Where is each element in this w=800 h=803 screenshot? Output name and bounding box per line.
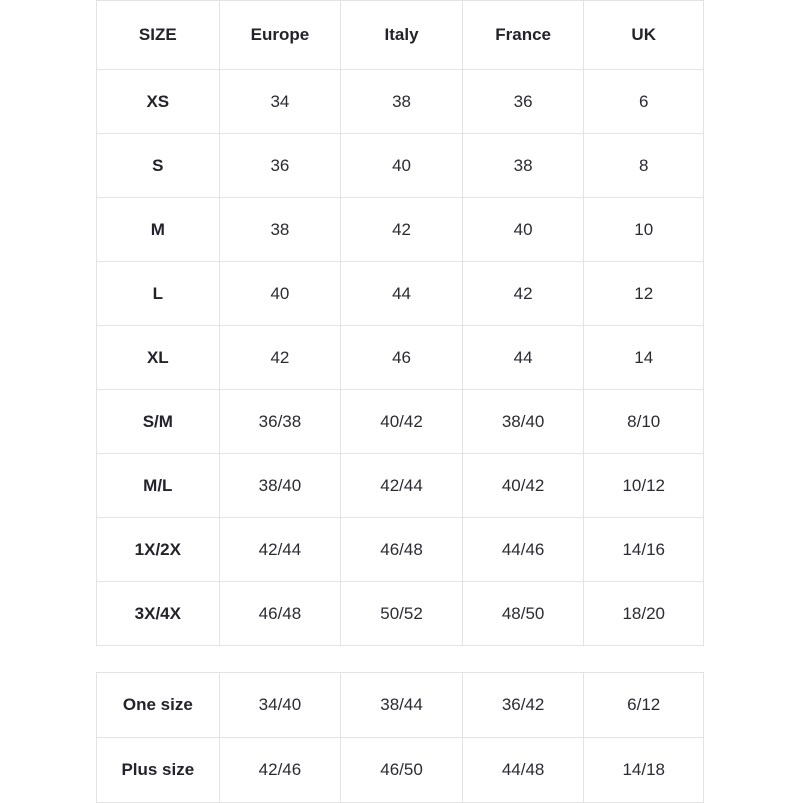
column-header-italy: Italy: [341, 1, 463, 70]
cell-italy: 38: [341, 70, 463, 134]
column-header-uk: UK: [584, 1, 704, 70]
cell-france: 44/48: [462, 738, 584, 803]
cell-france: 38: [462, 134, 584, 198]
table-row: [97, 326, 704, 390]
cell-france: 40: [462, 198, 584, 262]
cell-france: 38/40: [462, 390, 584, 454]
row-label: 3X/4X: [97, 582, 220, 646]
column-header-europe: Europe: [219, 1, 341, 70]
table-header-row: [97, 1, 704, 70]
table-row: [97, 738, 704, 803]
cell-italy: 38/44: [341, 673, 463, 738]
cell-italy: 46/48: [341, 518, 463, 582]
cell-europe: 38: [219, 198, 341, 262]
cell-europe: 38/40: [219, 454, 341, 518]
cell-uk: 10: [584, 198, 704, 262]
row-label: XS: [97, 70, 220, 134]
cell-italy: 46: [341, 326, 463, 390]
table-row: [97, 70, 704, 134]
table-spacer: [96, 646, 704, 672]
one-size-conversion-table: [96, 672, 704, 803]
cell-italy: 46/50: [341, 738, 463, 803]
table-row: [97, 454, 704, 518]
row-label: M/L: [97, 454, 220, 518]
cell-uk: 8: [584, 134, 704, 198]
secondary-size-table-wrapper: [96, 672, 704, 803]
cell-uk: 14/16: [584, 518, 704, 582]
cell-europe: 46/48: [219, 582, 341, 646]
table-body: [97, 70, 704, 646]
table-row: [97, 134, 704, 198]
row-label: 1X/2X: [97, 518, 220, 582]
row-label: One size: [97, 673, 220, 738]
row-label: S: [97, 134, 220, 198]
cell-italy: 40: [341, 134, 463, 198]
cell-france: 36: [462, 70, 584, 134]
cell-europe: 40: [219, 262, 341, 326]
cell-france: 36/42: [462, 673, 584, 738]
table-body: [97, 673, 704, 803]
cell-uk: 18/20: [584, 582, 704, 646]
column-header-size: SIZE: [97, 1, 220, 70]
main-size-table-wrapper: [96, 0, 704, 646]
table-row: [97, 262, 704, 326]
table-row: [97, 198, 704, 262]
cell-uk: 6: [584, 70, 704, 134]
cell-italy: 40/42: [341, 390, 463, 454]
table-row: [97, 518, 704, 582]
column-header-france: France: [462, 1, 584, 70]
cell-italy: 44: [341, 262, 463, 326]
cell-europe: 36: [219, 134, 341, 198]
cell-france: 40/42: [462, 454, 584, 518]
table-row: [97, 582, 704, 646]
cell-europe: 42: [219, 326, 341, 390]
table-row: [97, 673, 704, 738]
cell-france: 48/50: [462, 582, 584, 646]
cell-italy: 42: [341, 198, 463, 262]
cell-uk: 14: [584, 326, 704, 390]
cell-uk: 6/12: [584, 673, 704, 738]
cell-europe: 42/46: [219, 738, 341, 803]
row-label: S/M: [97, 390, 220, 454]
cell-uk: 12: [584, 262, 704, 326]
cell-italy: 42/44: [341, 454, 463, 518]
cell-italy: 50/52: [341, 582, 463, 646]
row-label: L: [97, 262, 220, 326]
cell-france: 44/46: [462, 518, 584, 582]
cell-europe: 34/40: [219, 673, 341, 738]
cell-uk: 14/18: [584, 738, 704, 803]
size-conversion-table: [96, 0, 704, 646]
cell-europe: 34: [219, 70, 341, 134]
row-label: M: [97, 198, 220, 262]
cell-uk: 10/12: [584, 454, 704, 518]
table-row: [97, 390, 704, 454]
row-label: Plus size: [97, 738, 220, 803]
cell-europe: 42/44: [219, 518, 341, 582]
row-label: XL: [97, 326, 220, 390]
cell-europe: 36/38: [219, 390, 341, 454]
cell-france: 42: [462, 262, 584, 326]
cell-uk: 8/10: [584, 390, 704, 454]
cell-france: 44: [462, 326, 584, 390]
table-header: [97, 1, 704, 70]
